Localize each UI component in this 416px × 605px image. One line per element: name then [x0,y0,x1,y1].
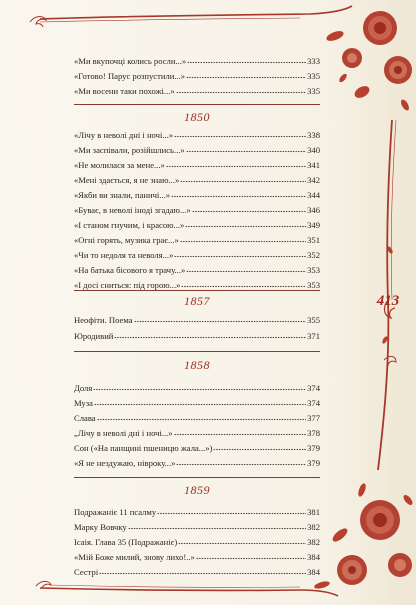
entry-title: «Ми вкупочці колись росли...» [74,56,187,66]
dot-leader [178,537,306,545]
entry-page: 384 [307,552,320,562]
entry-title: «Мій Боже милий, знову лихо!..» [74,552,195,562]
toc-entry [74,327,320,341]
dot-leader [213,443,306,451]
entry-page: 349 [307,220,320,230]
entry-page: 335 [307,71,320,81]
entry-page: 338 [307,130,320,140]
dot-leader [174,130,306,138]
dot-leader [186,265,306,273]
entry-title: Ісаія. Глава 35 (Подражаніє) [74,537,178,547]
dot-leader [176,458,306,466]
toc-entry [74,311,320,325]
dot-leader [114,331,306,339]
entry-page: 379 [307,443,320,453]
section-divider [74,477,320,478]
entry-page: 341 [307,160,320,170]
entry-title: Муза [74,398,93,408]
entry-title: «І станом гнучим, і красою...» [74,220,185,230]
dot-leader [99,567,306,575]
toc-entry [74,171,320,185]
section-year: 1850 [184,110,210,124]
toc-entry [74,533,320,547]
section-year: 1859 [184,483,210,497]
dot-leader [93,383,306,391]
entry-title: Сестрі [74,567,99,577]
entry-title: Марку Вовчку [74,522,127,532]
entry-page: 382 [307,522,320,532]
entry-title: «Огні горять, музика грає...» [74,235,179,245]
dot-leader [196,552,306,560]
dot-leader [186,145,306,153]
entry-page: 342 [307,175,320,185]
section-divider [74,290,320,291]
entry-title: «Не молилася за мене...» [74,160,165,170]
entry-title: «Чи то недоля та неволя...» [74,250,174,260]
entry-page: 381 [307,507,320,517]
dot-leader [166,160,306,168]
entry-title: Сон («На панщині пшеницю жала...») [74,443,213,453]
dot-leader [134,315,307,323]
entry-page: 353 [307,265,320,275]
dot-leader [97,413,307,421]
entry-title: «Ми восени таки похожі...» [74,86,175,96]
entry-page: 378 [307,428,320,438]
entry-page: 379 [307,458,320,468]
entry-page: 333 [307,56,320,66]
toc-entry [74,141,320,155]
entry-page: 352 [307,250,320,260]
entry-page: 371 [307,331,320,341]
toc-entry [74,246,320,260]
toc-entry [74,82,320,96]
entry-title: Неофіти. Поема [74,315,133,325]
entry-page: 374 [307,383,320,393]
entry-title: «На батька бісового я трачу...» [74,265,186,275]
toc-entry [74,394,320,408]
entry-title: «Мені здається, я не знаю...» [74,175,180,185]
entry-title: Подражаніє 11 псалму [74,507,157,517]
entry-title: «І досі сниться: під горою...» [74,280,181,290]
toc-entry [74,156,320,170]
section-year: 1857 [184,294,210,308]
entry-title: «Лічу в неволі дні і ночі...» [74,130,174,140]
entry-page: 335 [307,86,320,96]
entry-title: «Готово! Парус розпустили...» [74,71,186,81]
entry-title: «Якби ви знали, паничі...» [74,190,171,200]
entry-title: Юродивий [74,331,114,341]
toc-entry [74,52,320,66]
toc-entry [74,503,320,517]
entry-page: 355 [307,315,320,325]
entry-title: «Буває, в неволі іноді згадаю...» [74,205,191,215]
dot-leader [128,522,306,530]
toc-entry [74,126,320,140]
toc-entry [74,548,320,562]
entry-page: 346 [307,205,320,215]
entry-title: Доля [74,383,93,393]
toc-entry [74,379,320,393]
page-number: 413 [376,293,400,309]
toc-entry [74,518,320,532]
dot-leader [185,220,306,228]
toc-entry [74,276,320,290]
dot-leader [94,398,306,406]
section-year: 1858 [184,358,210,372]
entry-page: 377 [307,413,320,423]
entry-page: 340 [307,145,320,155]
entry-page: 374 [307,398,320,408]
dot-leader [157,507,306,515]
entry-title: «Я не нездужаю, нівроку...» [74,458,176,468]
section-divider [74,351,320,352]
toc-entry [74,186,320,200]
toc-entry [74,424,320,438]
entry-page: 382 [307,537,320,547]
entry-title: «Ми заспівали, розійшлись...» [74,145,185,155]
toc-entry [74,261,320,275]
dot-leader [171,190,306,198]
section-divider [74,104,320,105]
toc-entry [74,439,320,453]
dot-leader [174,250,306,258]
entry-page: 344 [307,190,320,200]
toc-entry [74,563,320,577]
dot-leader [187,56,306,64]
entry-page: 351 [307,235,320,245]
toc-entry [74,454,320,468]
toc-entry [74,409,320,423]
dot-leader [180,235,306,243]
toc-entry [74,216,320,230]
toc-entry [74,67,320,81]
dot-leader [181,280,306,288]
entry-title: Слава [74,413,96,423]
toc-entry [74,231,320,245]
toc-entry [74,201,320,215]
dot-leader [174,428,307,436]
dot-leader [176,86,306,94]
dot-leader [186,71,306,79]
entry-title: „Лічу в неволі дні і ночі...» [74,428,173,438]
entry-page: 384 [307,567,320,577]
dot-leader [180,175,306,183]
dot-leader [192,205,306,213]
entry-page: 353 [307,280,320,290]
